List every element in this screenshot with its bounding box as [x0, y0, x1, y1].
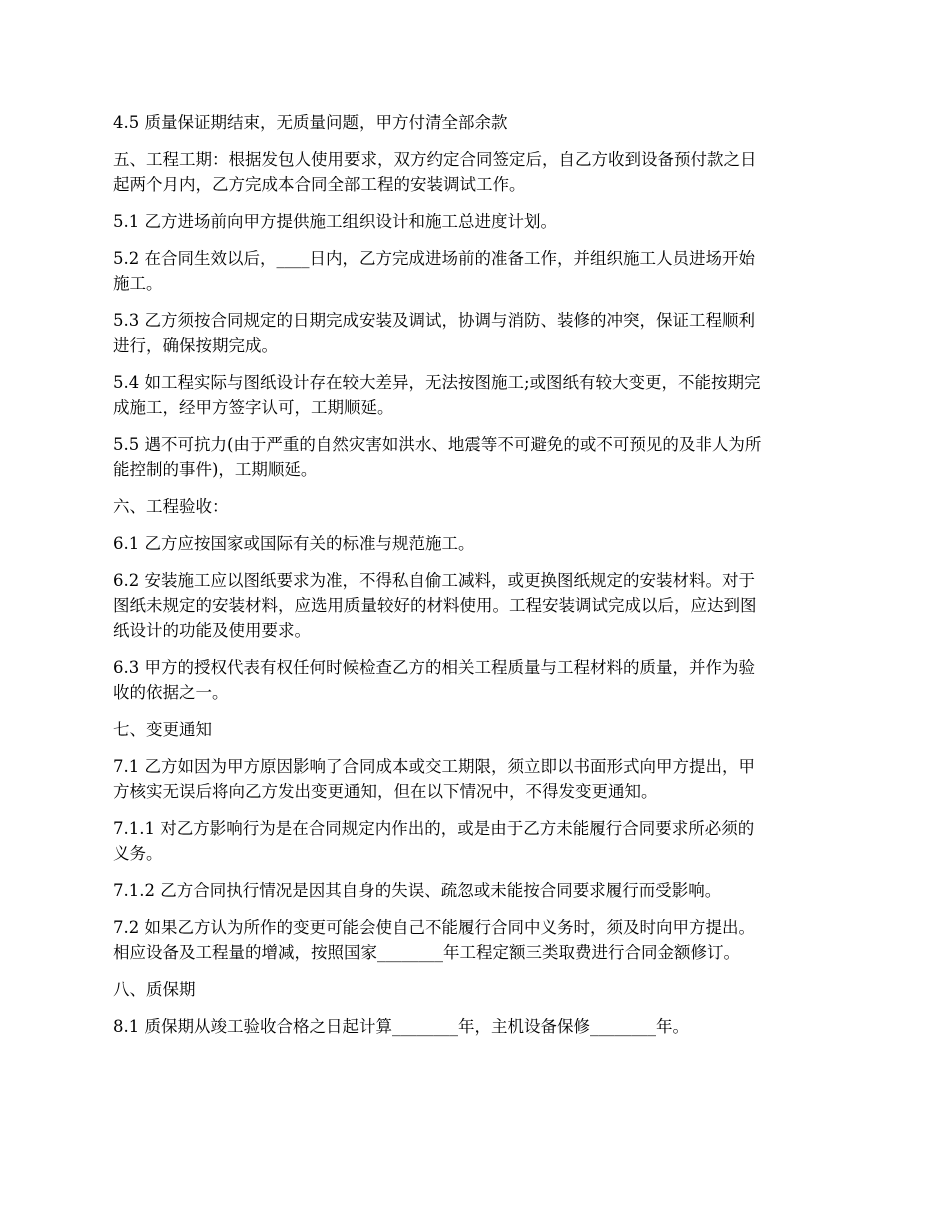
paragraph-line: 5.3 乙方须按合同规定的日期完成安装及调试，协调与消防、装修的冲突，保证工程顺利: [113, 311, 755, 330]
paragraph-line: 七、变更通知: [113, 720, 212, 739]
document-paragraph: [113, 308, 840, 358]
paragraph-line: 5.2 在合同生效以后，____日内，乙方完成进场前的准备工作，并组织施工人员进场开始: [113, 249, 755, 268]
document-paragraph: [113, 370, 840, 420]
paragraph-line: 起两个月内，乙方完成本合同全部工程的安装调试工作。: [113, 175, 526, 194]
paragraph-line: 7.1.1 对乙方影响行为是在合同规定内作出的，或是由于乙方未能履行合同要求所必须的: [113, 819, 755, 838]
paragraph-line: 5.4 如工程实际与图纸设计存在较大差异，无法按图施工;或图纸有较大变更，不能按期完: [113, 373, 761, 392]
document-paragraph: [113, 209, 840, 234]
paragraph-line: 纸设计的功能及使用要求。: [113, 621, 311, 640]
document-paragraph: [113, 655, 840, 705]
document-body: [113, 110, 840, 1051]
document-paragraph: [113, 246, 840, 296]
document-paragraph: [113, 977, 840, 1002]
paragraph-line: 相应设备及工程量的增减，按照国家________年工程定额三类取费进行合同金额修订。: [113, 943, 740, 962]
document-paragraph: [113, 1014, 840, 1039]
document-paragraph: [113, 915, 840, 965]
document-paragraph: [113, 110, 840, 135]
document-paragraph: [113, 432, 840, 482]
paragraph-line: 义务。: [113, 844, 163, 863]
document-paragraph: [113, 878, 840, 903]
paragraph-line: 八、质保期: [113, 980, 196, 999]
paragraph-line: 7.1.2 乙方合同执行情况是因其自身的失误、疏忽或未能按合同要求履行而受影响。: [113, 881, 722, 900]
paragraph-line: 5.5 遇不可抗力(由于严重的自然灾害如洪水、地震等不可避免的或不可预见的及非人为所: [113, 435, 762, 454]
document-paragraph: [113, 568, 840, 643]
paragraph-line: 7.1 乙方如因为甲方原因影响了合同成本或交工期限，须立即以书面形式向甲方提出，甲: [113, 757, 755, 776]
paragraph-line: 图纸未规定的安装材料，应选用质量较好的材料使用。工程安装调试完成以后，应达到图: [113, 596, 757, 615]
paragraph-line: 4.5 质量保证期结束，无质量问题，甲方付清全部余款: [113, 113, 508, 132]
paragraph-line: 5.1 乙方进场前向甲方提供施工组织设计和施工总进度计划。: [113, 212, 557, 231]
document-paragraph: [113, 147, 840, 197]
paragraph-line: 六、工程验收：: [113, 497, 229, 516]
paragraph-line: 6.2 安装施工应以图纸要求为准，不得私自偷工减料，或更换图纸规定的安装材料。对于: [113, 571, 755, 590]
document-paragraph: [113, 754, 840, 804]
paragraph-line: 8.1 质保期从竣工验收合格之日起计算________年，主机设备保修________年。: [113, 1017, 689, 1036]
paragraph-line: 五、工程工期：根据发包人使用要求，双方约定合同签定后，自乙方收到设备预付款之日: [113, 150, 757, 169]
paragraph-line: 6.1 乙方应按国家或国际有关的标准与规范施工。: [113, 534, 475, 553]
paragraph-line: 方核实无误后将向乙方发出变更通知，但在以下情况中，不得发变更通知。: [113, 782, 658, 801]
paragraph-line: 能控制的事件)，工期顺延。: [113, 460, 318, 479]
paragraph-line: 进行，确保按期完成。: [113, 336, 278, 355]
paragraph-line: 7.2 如果乙方认为所作的变更可能会使自己不能履行合同中义务时，须及时向甲方提出。: [113, 918, 755, 937]
document-paragraph: [113, 717, 840, 742]
document-paragraph: [113, 494, 840, 519]
paragraph-line: 施工。: [113, 274, 163, 293]
paragraph-line: 收的依据之一。: [113, 683, 229, 702]
paragraph-line: 6.3 甲方的授权代表有权任何时候检查乙方的相关工程质量与工程材料的质量，并作为验: [113, 658, 755, 677]
paragraph-line: 成施工，经甲方签字认可，工期顺延。: [113, 398, 394, 417]
document-paragraph: [113, 531, 840, 556]
document-paragraph: [113, 816, 840, 866]
